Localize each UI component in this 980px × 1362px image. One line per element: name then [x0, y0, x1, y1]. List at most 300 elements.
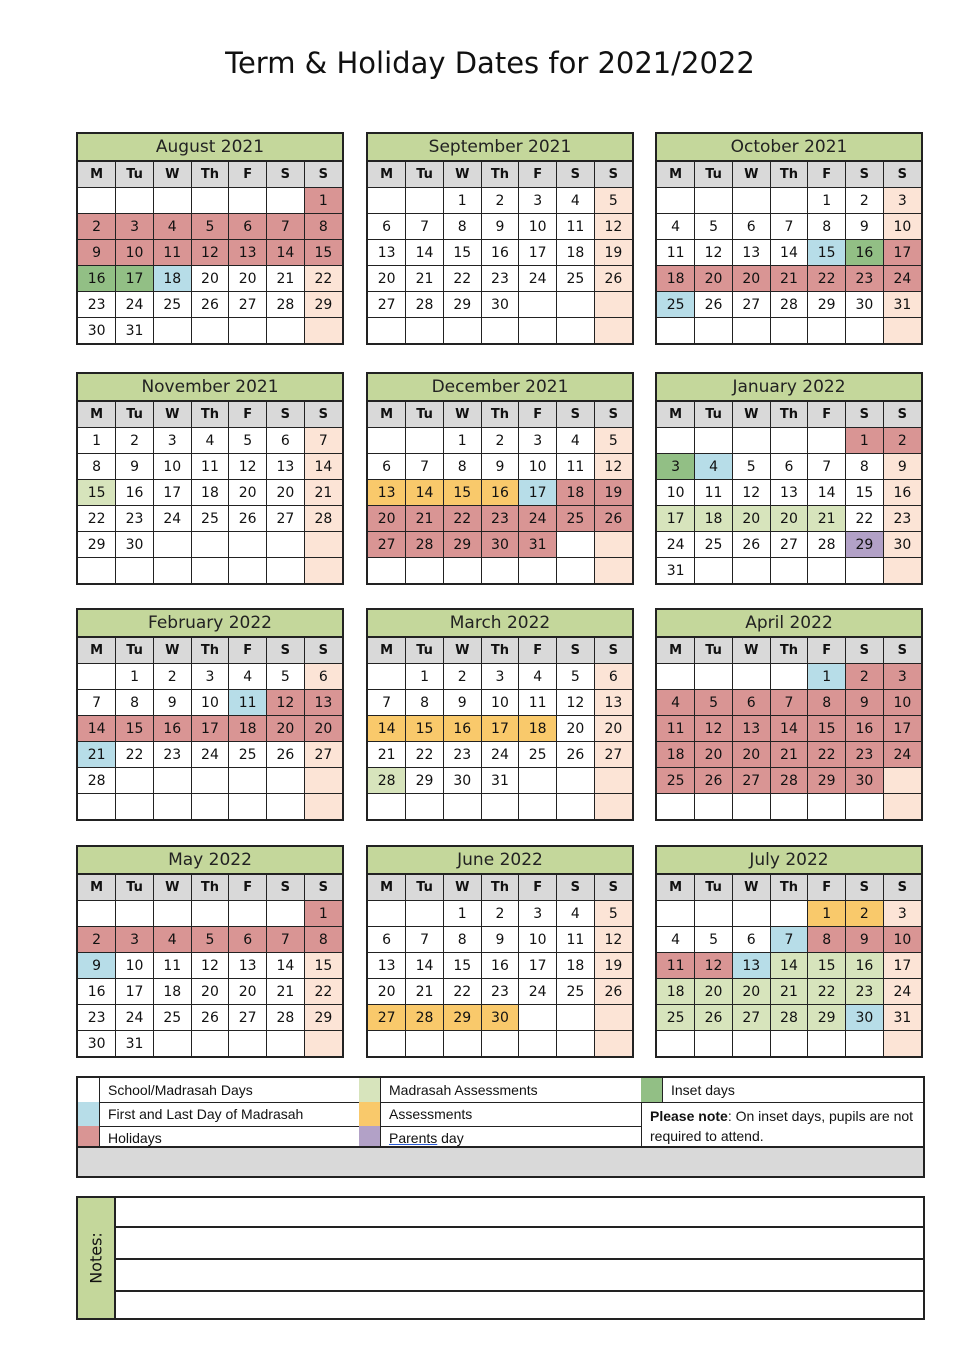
day-cell: 22	[406, 742, 444, 768]
day-cell: 15	[443, 480, 481, 506]
day-cell	[657, 1031, 695, 1057]
week-row	[78, 506, 342, 532]
legend-label-part: day	[437, 1130, 464, 1146]
day-cell: 20	[267, 480, 305, 506]
day-cell	[443, 794, 481, 820]
week-row	[368, 532, 632, 558]
day-cell: 12	[267, 690, 305, 716]
day-cell	[267, 532, 305, 558]
day-cell	[732, 794, 770, 820]
day-cell: 5	[267, 664, 305, 690]
day-cell: 11	[557, 454, 595, 480]
day-cell: 17	[883, 716, 921, 742]
weekday-header: Tu	[695, 638, 733, 664]
day-cell	[116, 901, 154, 927]
day-cell: 14	[406, 953, 444, 979]
day-cell: 7	[267, 927, 305, 953]
day-cell: 13	[770, 480, 808, 506]
week-row	[368, 953, 632, 979]
day-cell: 9	[116, 454, 154, 480]
day-cell: 10	[519, 454, 557, 480]
notes-line[interactable]	[116, 1226, 923, 1228]
month-title: December 2021	[368, 374, 632, 402]
day-cell: 14	[267, 953, 305, 979]
day-cell: 9	[153, 690, 191, 716]
day-cell	[594, 292, 632, 318]
day-cell: 12	[695, 240, 733, 266]
day-cell: 25	[557, 506, 595, 532]
day-cell: 11	[519, 690, 557, 716]
day-cell	[808, 1031, 846, 1057]
day-cell: 9	[846, 927, 884, 953]
day-cell: 18	[153, 979, 191, 1005]
day-cell: 26	[594, 979, 632, 1005]
day-cell: 29	[443, 532, 481, 558]
day-cell	[808, 428, 846, 454]
notes-line[interactable]	[116, 1258, 923, 1260]
week-row	[368, 214, 632, 240]
day-cell: 6	[732, 690, 770, 716]
weekday-header: S	[594, 162, 632, 188]
inset-days-swatch	[641, 1078, 663, 1102]
weekday-header: Tu	[406, 162, 444, 188]
day-cell: 25	[695, 532, 733, 558]
day-cell: 18	[519, 716, 557, 742]
day-cell	[368, 428, 406, 454]
weekday-header: Tu	[116, 162, 154, 188]
day-cell: 28	[267, 1005, 305, 1031]
day-cell: 27	[594, 742, 632, 768]
weekday-header: W	[153, 638, 191, 664]
day-cell	[153, 188, 191, 214]
week-row	[657, 266, 921, 292]
day-cell: 17	[519, 480, 557, 506]
day-cell: 3	[481, 664, 519, 690]
weekday-header: S	[557, 162, 595, 188]
day-cell: 10	[191, 690, 229, 716]
week-row	[657, 664, 921, 690]
month-february-2022	[76, 608, 344, 821]
week-row	[657, 901, 921, 927]
month-title: February 2022	[78, 610, 342, 638]
day-cell: 23	[481, 266, 519, 292]
day-cell: 17	[883, 240, 921, 266]
day-cell: 31	[481, 768, 519, 794]
day-cell: 22	[808, 742, 846, 768]
weekday-header: Th	[191, 162, 229, 188]
day-cell: 1	[443, 901, 481, 927]
weekday-header: W	[153, 402, 191, 428]
day-cell	[695, 188, 733, 214]
day-cell: 18	[657, 742, 695, 768]
weekday-header: Tu	[695, 162, 733, 188]
week-row	[78, 532, 342, 558]
week-row	[368, 1005, 632, 1031]
day-cell	[406, 1031, 444, 1057]
day-cell: 17	[481, 716, 519, 742]
notes-label	[78, 1198, 116, 1318]
day-cell: 21	[406, 506, 444, 532]
day-cell: 2	[443, 664, 481, 690]
day-cell: 12	[695, 716, 733, 742]
day-cell: 20	[191, 266, 229, 292]
day-cell: 28	[406, 532, 444, 558]
day-cell: 11	[657, 240, 695, 266]
day-cell: 26	[229, 506, 267, 532]
day-cell: 19	[594, 953, 632, 979]
weekday-header: S	[846, 162, 884, 188]
week-row	[78, 188, 342, 214]
weekday-header: M	[368, 875, 406, 901]
day-cell: 6	[732, 927, 770, 953]
day-cell: 30	[116, 532, 154, 558]
day-cell	[368, 794, 406, 820]
weekday-header: Tu	[695, 875, 733, 901]
day-cell	[594, 1005, 632, 1031]
day-cell: 4	[557, 428, 595, 454]
week-row	[657, 292, 921, 318]
day-cell: 3	[883, 188, 921, 214]
day-cell: 8	[406, 690, 444, 716]
day-cell: 21	[808, 506, 846, 532]
day-cell	[116, 558, 154, 584]
weekday-header-row	[657, 875, 921, 901]
day-cell: 15	[304, 953, 342, 979]
week-row	[78, 1005, 342, 1031]
week-row	[78, 664, 342, 690]
day-cell: 9	[443, 690, 481, 716]
day-cell	[883, 558, 921, 584]
day-cell: 17	[191, 716, 229, 742]
weekday-header: S	[267, 875, 305, 901]
day-cell: 26	[732, 532, 770, 558]
day-cell	[732, 558, 770, 584]
day-cell: 29	[304, 1005, 342, 1031]
month-december-2021	[366, 372, 634, 585]
day-cell: 16	[481, 953, 519, 979]
day-cell: 5	[732, 454, 770, 480]
day-cell	[406, 558, 444, 584]
day-cell	[191, 188, 229, 214]
week-row	[657, 318, 921, 344]
weekday-header: Tu	[116, 402, 154, 428]
day-cell: 10	[657, 480, 695, 506]
day-cell: 11	[657, 716, 695, 742]
weekday-header: F	[808, 638, 846, 664]
day-cell: 2	[481, 188, 519, 214]
day-cell: 21	[368, 742, 406, 768]
day-cell	[368, 558, 406, 584]
day-cell	[116, 768, 154, 794]
weekday-header-row	[78, 162, 342, 188]
day-cell: 16	[883, 480, 921, 506]
day-cell	[229, 532, 267, 558]
weekday-header: Th	[191, 402, 229, 428]
day-cell: 17	[153, 480, 191, 506]
day-cell	[191, 1031, 229, 1057]
day-cell: 15	[78, 480, 116, 506]
day-cell	[883, 794, 921, 820]
weekday-header-row	[78, 402, 342, 428]
day-cell: 8	[443, 454, 481, 480]
weekday-header-row	[368, 162, 632, 188]
day-cell: 3	[883, 901, 921, 927]
weekday-header: Tu	[406, 875, 444, 901]
day-cell: 9	[481, 927, 519, 953]
day-cell	[267, 318, 305, 344]
day-cell: 29	[808, 292, 846, 318]
day-cell: 29	[304, 292, 342, 318]
day-cell: 28	[770, 1005, 808, 1031]
day-cell: 18	[557, 953, 595, 979]
month-title: October 2021	[657, 134, 921, 162]
day-cell	[153, 794, 191, 820]
weekday-header: W	[443, 162, 481, 188]
day-cell	[443, 558, 481, 584]
day-cell	[732, 428, 770, 454]
week-row	[657, 454, 921, 480]
day-cell: 25	[153, 292, 191, 318]
day-cell: 4	[519, 664, 557, 690]
day-cell	[732, 188, 770, 214]
month-table	[657, 638, 921, 819]
day-cell: 24	[116, 1005, 154, 1031]
day-cell: 16	[443, 716, 481, 742]
week-row	[78, 454, 342, 480]
week-row	[657, 188, 921, 214]
day-cell	[153, 1031, 191, 1057]
day-cell	[153, 318, 191, 344]
day-cell	[808, 794, 846, 820]
legend-label: First and Last Day of Madrasah	[108, 1106, 304, 1122]
day-cell	[883, 318, 921, 344]
day-cell: 15	[443, 953, 481, 979]
day-cell	[229, 768, 267, 794]
day-cell: 4	[657, 214, 695, 240]
day-cell	[770, 1031, 808, 1057]
day-cell: 8	[443, 214, 481, 240]
day-cell: 13	[368, 240, 406, 266]
month-title: September 2021	[368, 134, 632, 162]
weekday-header: W	[443, 402, 481, 428]
day-cell: 26	[191, 292, 229, 318]
day-cell	[481, 794, 519, 820]
day-cell: 31	[657, 558, 695, 584]
day-cell: 23	[883, 506, 921, 532]
month-august-2021	[76, 132, 344, 345]
day-cell	[78, 794, 116, 820]
day-cell: 7	[770, 690, 808, 716]
day-cell: 21	[770, 266, 808, 292]
week-row	[368, 454, 632, 480]
day-cell	[191, 794, 229, 820]
day-cell: 30	[883, 532, 921, 558]
day-cell	[406, 318, 444, 344]
day-cell: 13	[229, 953, 267, 979]
day-cell: 10	[519, 214, 557, 240]
day-cell: 21	[267, 979, 305, 1005]
day-cell: 5	[594, 188, 632, 214]
day-cell: 24	[481, 742, 519, 768]
weekday-header: S	[304, 162, 342, 188]
week-row	[78, 558, 342, 584]
day-cell: 13	[732, 716, 770, 742]
day-cell: 17	[519, 240, 557, 266]
day-cell: 9	[78, 953, 116, 979]
day-cell: 6	[594, 664, 632, 690]
day-cell: 23	[846, 266, 884, 292]
day-cell: 2	[153, 664, 191, 690]
week-row	[368, 318, 632, 344]
day-cell: 4	[657, 927, 695, 953]
week-row	[78, 901, 342, 927]
day-cell	[304, 558, 342, 584]
day-cell: 24	[519, 266, 557, 292]
day-cell: 1	[808, 901, 846, 927]
day-cell: 2	[116, 428, 154, 454]
weekday-header: Tu	[406, 402, 444, 428]
day-cell: 22	[808, 266, 846, 292]
day-cell: 7	[406, 454, 444, 480]
day-cell: 18	[153, 266, 191, 292]
day-cell	[657, 318, 695, 344]
day-cell: 12	[732, 480, 770, 506]
legend	[76, 1076, 925, 1178]
week-row	[368, 690, 632, 716]
day-cell: 23	[116, 506, 154, 532]
day-cell: 21	[406, 979, 444, 1005]
month-table	[78, 875, 342, 1056]
day-cell: 13	[229, 240, 267, 266]
day-cell: 25	[153, 1005, 191, 1031]
week-row	[78, 927, 342, 953]
day-cell: 20	[557, 716, 595, 742]
weekday-header: Th	[770, 162, 808, 188]
day-cell: 27	[732, 768, 770, 794]
month-september-2021	[366, 132, 634, 345]
weekday-header: Th	[770, 638, 808, 664]
weekday-header: F	[519, 638, 557, 664]
week-row	[657, 768, 921, 794]
month-title: November 2021	[78, 374, 342, 402]
weekday-header: W	[732, 402, 770, 428]
day-cell: 1	[443, 188, 481, 214]
day-cell: 5	[695, 927, 733, 953]
day-cell	[557, 558, 595, 584]
day-cell: 3	[519, 428, 557, 454]
day-cell	[695, 318, 733, 344]
day-cell	[594, 794, 632, 820]
month-table	[368, 638, 632, 819]
day-cell: 12	[594, 927, 632, 953]
day-cell: 22	[116, 742, 154, 768]
week-row	[78, 318, 342, 344]
day-cell	[191, 532, 229, 558]
day-cell: 3	[657, 454, 695, 480]
day-cell: 20	[594, 716, 632, 742]
weekday-header: S	[304, 402, 342, 428]
day-cell: 4	[557, 188, 595, 214]
day-cell: 28	[304, 506, 342, 532]
week-row	[78, 742, 342, 768]
day-cell: 16	[78, 266, 116, 292]
day-cell: 30	[78, 318, 116, 344]
day-cell: 20	[695, 979, 733, 1005]
day-cell: 26	[594, 266, 632, 292]
week-row	[368, 428, 632, 454]
day-cell: 15	[808, 716, 846, 742]
day-cell: 2	[481, 428, 519, 454]
week-row	[368, 188, 632, 214]
week-row	[657, 428, 921, 454]
day-cell: 29	[808, 1005, 846, 1031]
day-cell: 10	[519, 927, 557, 953]
day-cell: 9	[846, 214, 884, 240]
week-row	[368, 794, 632, 820]
day-cell: 13	[732, 953, 770, 979]
week-row	[657, 927, 921, 953]
week-row	[368, 979, 632, 1005]
day-cell: 20	[267, 716, 305, 742]
day-cell: 11	[557, 214, 595, 240]
day-cell: 16	[846, 716, 884, 742]
day-cell: 13	[267, 454, 305, 480]
weekday-header: F	[808, 162, 846, 188]
weekday-header: F	[808, 402, 846, 428]
day-cell: 18	[191, 480, 229, 506]
day-cell	[153, 901, 191, 927]
day-cell: 30	[846, 768, 884, 794]
day-cell: 5	[229, 428, 267, 454]
day-cell: 30	[481, 532, 519, 558]
weekday-header: Th	[770, 402, 808, 428]
day-cell: 20	[732, 266, 770, 292]
note-bold: Please note	[650, 1108, 728, 1124]
day-cell: 11	[657, 953, 695, 979]
day-cell: 29	[808, 768, 846, 794]
day-cell: 15	[304, 240, 342, 266]
day-cell	[657, 188, 695, 214]
day-cell: 14	[770, 240, 808, 266]
day-cell	[267, 901, 305, 927]
day-cell	[304, 1031, 342, 1057]
day-cell	[304, 318, 342, 344]
day-cell	[732, 901, 770, 927]
day-cell: 3	[116, 214, 154, 240]
day-cell	[78, 188, 116, 214]
day-cell: 9	[846, 690, 884, 716]
week-row	[78, 292, 342, 318]
legend-item-assessments	[359, 1102, 641, 1126]
day-cell: 4	[153, 214, 191, 240]
day-cell: 24	[519, 979, 557, 1005]
day-cell: 2	[846, 188, 884, 214]
day-cell: 8	[808, 214, 846, 240]
month-june-2022	[366, 845, 634, 1058]
day-cell: 1	[78, 428, 116, 454]
weekday-header: M	[368, 162, 406, 188]
day-cell: 16	[846, 240, 884, 266]
notes-line[interactable]	[116, 1290, 923, 1292]
month-table	[368, 875, 632, 1056]
week-row	[78, 979, 342, 1005]
day-cell: 10	[883, 214, 921, 240]
month-table	[368, 402, 632, 583]
day-cell	[695, 1031, 733, 1057]
day-cell: 11	[153, 240, 191, 266]
day-cell: 20	[732, 742, 770, 768]
day-cell: 24	[153, 506, 191, 532]
